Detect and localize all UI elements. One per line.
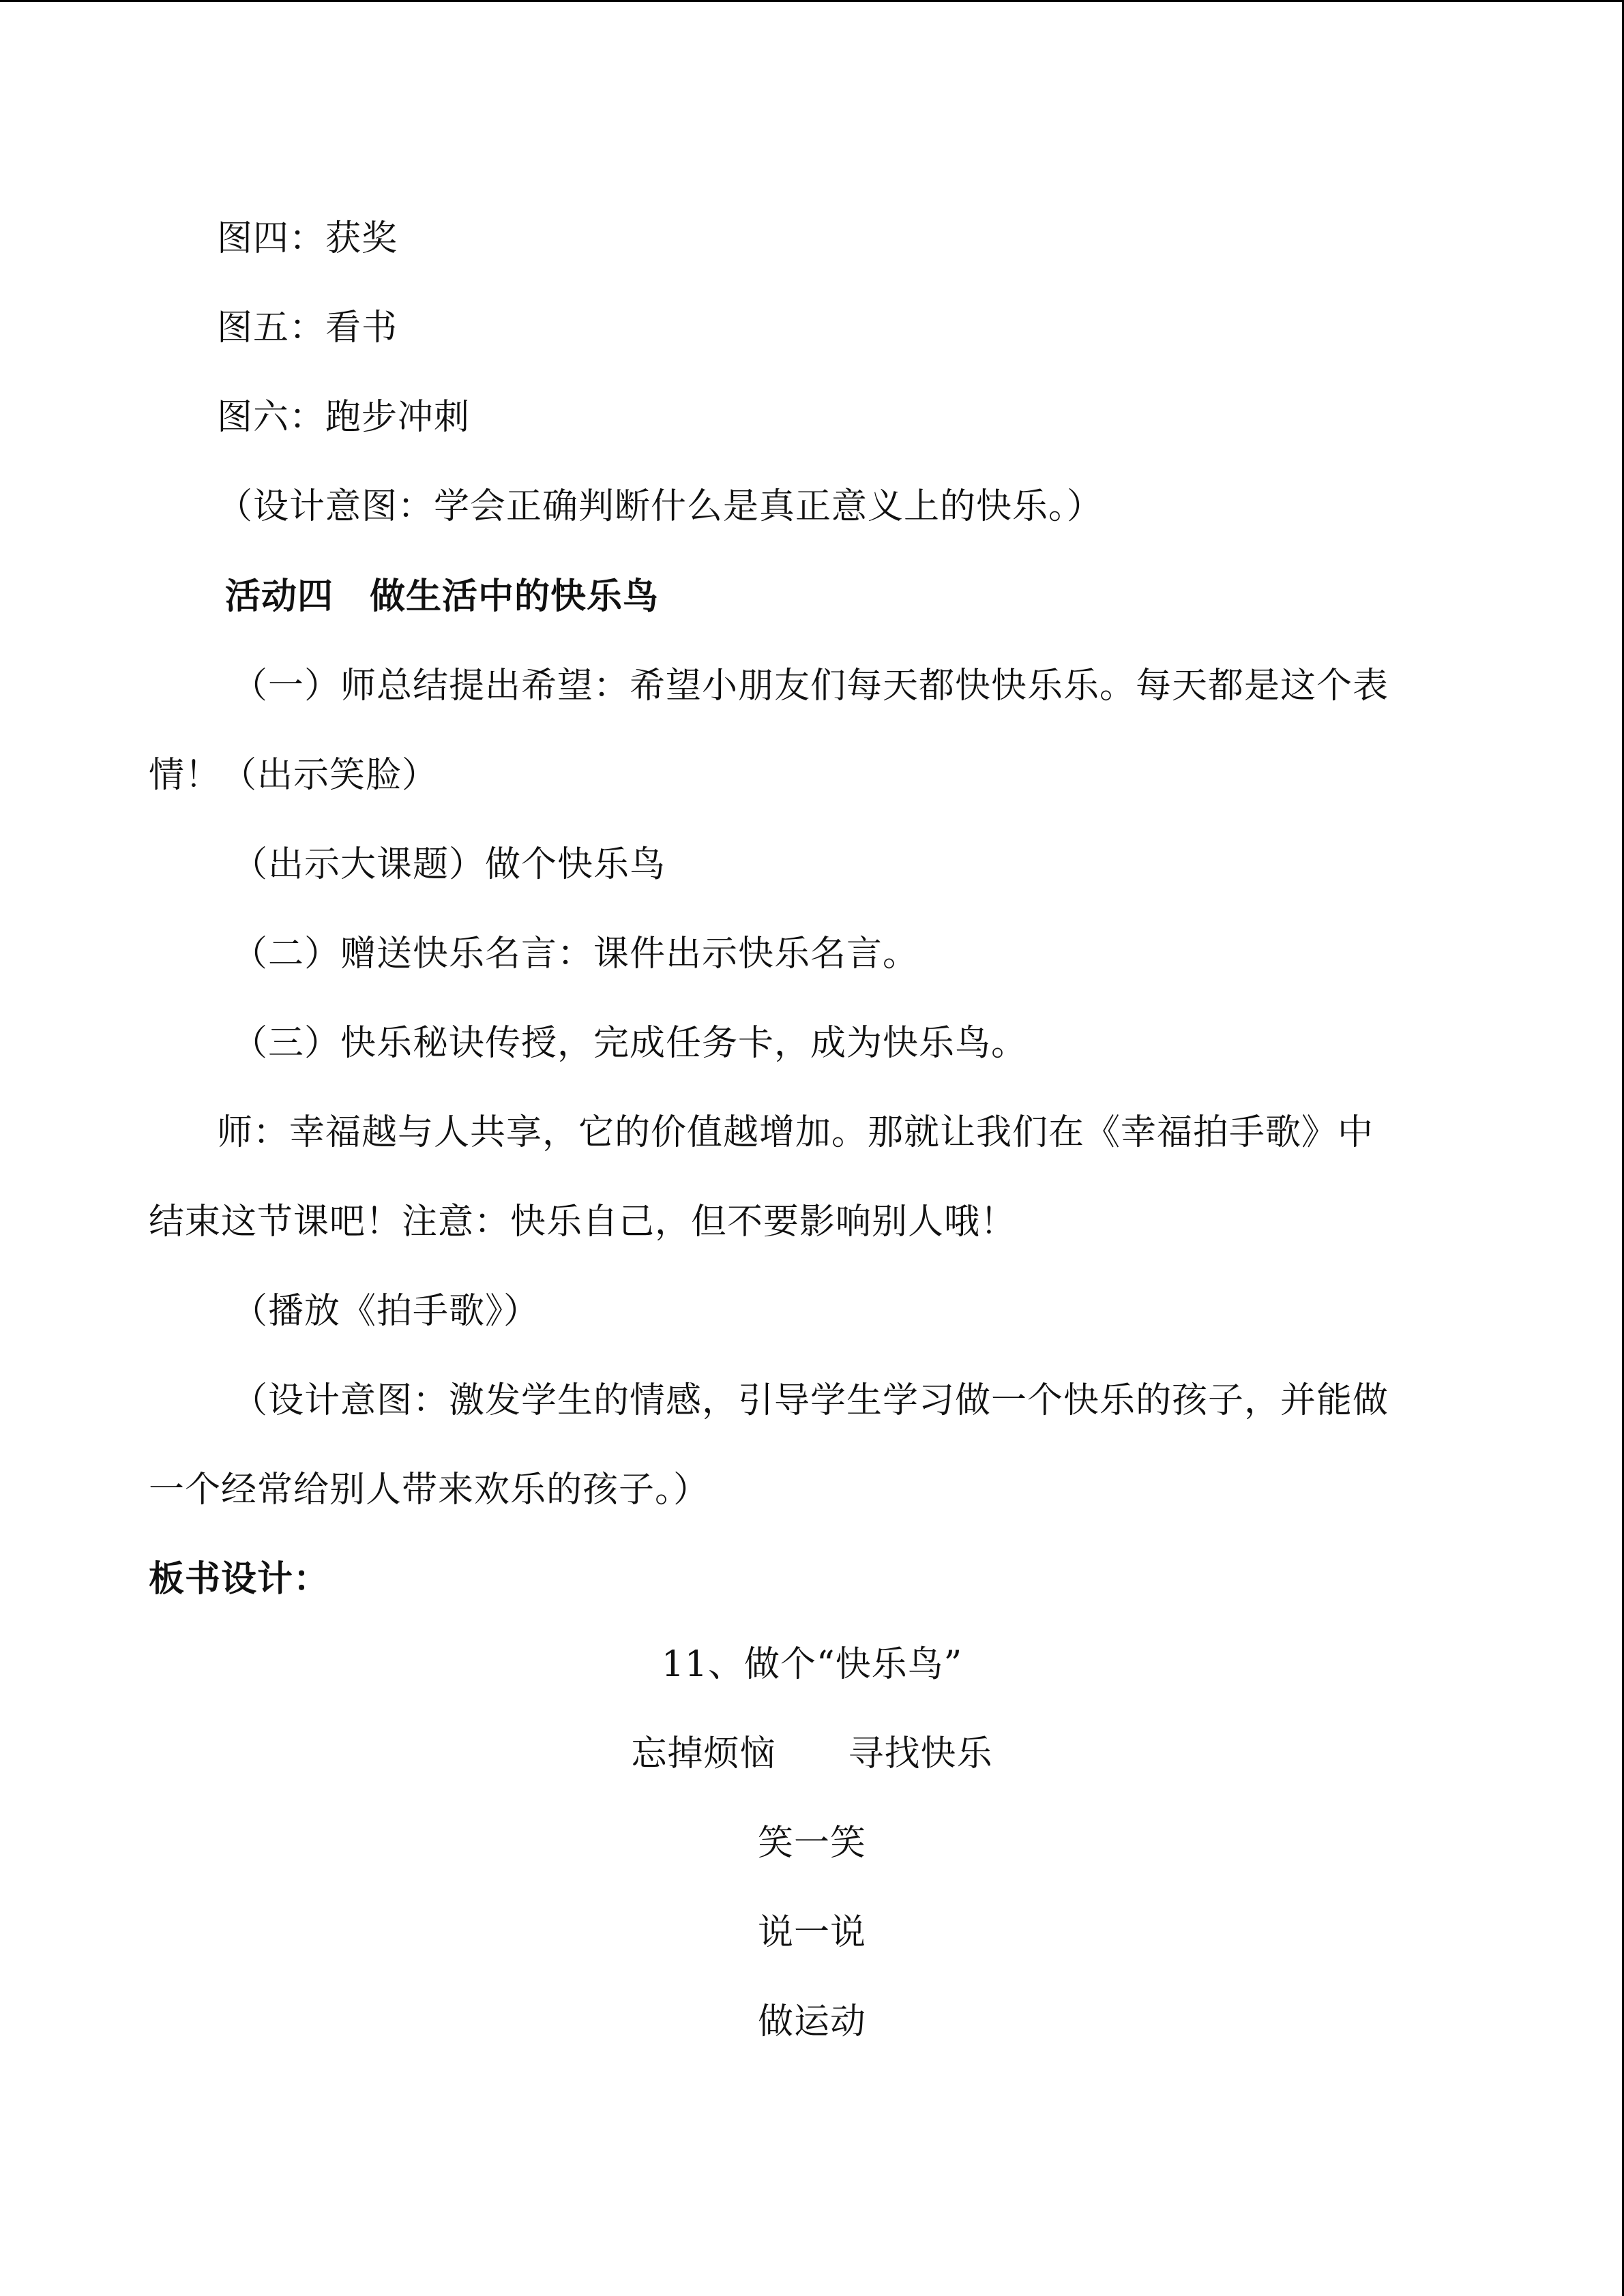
paragraph-5-line-2: 结束这节课吧！注意：快乐自己，但不要影响别人哦！ [149,1202,1017,1242]
design-intent-2-line-1: （设计意图：激发学生的情感，引导学生学习做一个快乐的孩子，并能做 [232,1380,1389,1421]
figure-six-caption: 图六：跑步冲刺 [217,397,471,438]
board-item-smile: 笑一笑 [757,1823,866,1864]
board-design-heading: 板书设计： [149,1558,330,1600]
activity-four-heading: 活动四 做生活中的快乐鸟 [225,576,660,617]
figure-five-caption: 图五：看书 [217,308,398,348]
board-subtitle: 忘掉烦恼 寻找快乐 [631,1733,993,1774]
paragraph-1-line-1: （一）师总结提出希望：希望小朋友们每天都快快乐乐。每天都是这个表 [232,666,1389,706]
page-top-border [0,0,1624,2]
paragraph-1-line-2: 情！（出示笑脸） [149,755,439,796]
figure-four-caption: 图四：获奖 [217,218,398,259]
paragraph-2: （出示大课题）做个快乐鸟 [232,844,666,885]
design-intent-1: （设计意图：学会正确判断什么是真正意义上的快乐。） [217,486,1104,527]
paragraph-4: （三）快乐秘诀传授，完成任务卡，成为快乐鸟。 [232,1023,1028,1064]
paragraph-6: （播放《拍手歌》） [232,1291,540,1332]
design-intent-2-line-2: 一个经常给别人带来欢乐的孩子。） [149,1470,710,1510]
paragraph-5-line-1: 师：幸福越与人共享，它的价值越增加。那就让我们在《幸福拍手歌》中 [217,1112,1374,1153]
paragraph-3: （二）赠送快乐名言：课件出示快乐名言。 [232,934,919,974]
board-title: 11、做个“快乐鸟” [661,1644,963,1685]
board-item-exercise: 做运动 [757,2001,866,2042]
board-item-talk: 说一说 [757,1912,866,1953]
